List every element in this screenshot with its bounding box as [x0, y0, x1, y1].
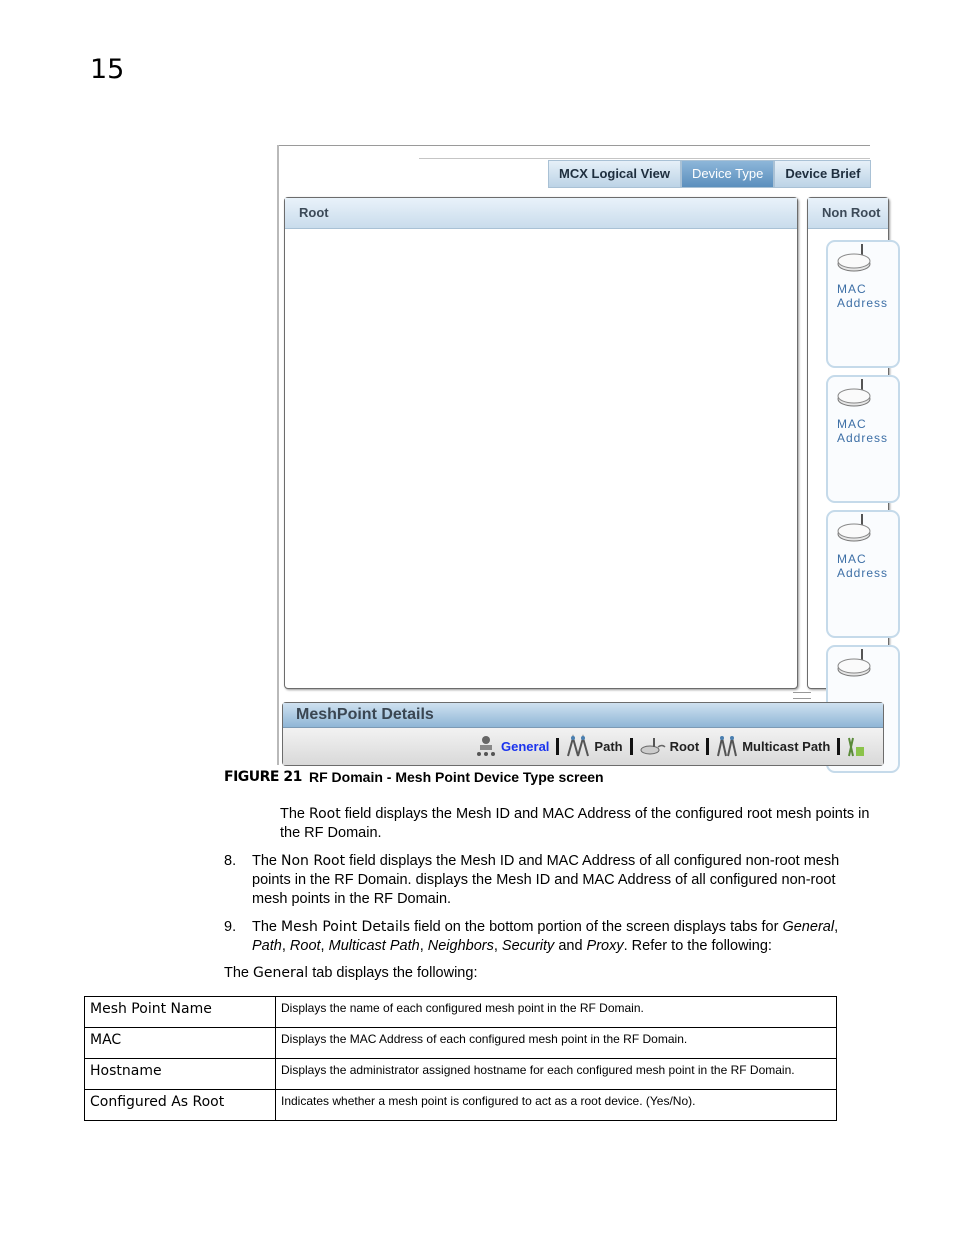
- tab-divider-line: [419, 158, 870, 159]
- table-row: [85, 997, 837, 1028]
- table-field: MAC: [85, 1028, 276, 1059]
- step-number: 8.: [224, 853, 237, 869]
- root-icon: [640, 735, 666, 757]
- table-row: [85, 1090, 837, 1121]
- tab-root[interactable]: [640, 735, 700, 757]
- table-field: Mesh Point Name: [85, 997, 276, 1028]
- text: ,: [320, 938, 329, 954]
- tab-multicast-path[interactable]: [716, 735, 830, 757]
- bold-term: Root: [309, 806, 341, 822]
- non-root-panel-title: Non Root: [808, 198, 888, 229]
- access-point-icon: [836, 377, 876, 411]
- detail-tabs: [475, 735, 869, 757]
- tab-general[interactable]: [475, 735, 549, 757]
- text: The: [224, 965, 254, 981]
- frame-border-left: [277, 145, 279, 765]
- non-root-panel: [807, 197, 889, 689]
- tab-mcx-logical-view[interactable]: MCX Logical View: [548, 160, 681, 188]
- tab-separator: [556, 738, 559, 755]
- italic-term: General: [782, 919, 835, 935]
- table-description: Displays the MAC Address of each configured mesh point in the RF Domain.: [276, 1028, 837, 1059]
- tab-path-label: Path: [594, 738, 623, 754]
- text: ,: [281, 938, 290, 954]
- text: ,: [419, 938, 428, 954]
- table-row: [85, 1028, 837, 1059]
- table-row: [85, 1059, 837, 1090]
- panel-splitter-handle[interactable]: [793, 692, 811, 699]
- general-intro: [224, 964, 477, 983]
- root-paragraph: [280, 805, 870, 843]
- tab-device-type[interactable]: Device Type: [681, 160, 774, 188]
- tab-root-label: Root: [669, 738, 700, 754]
- italic-term: Path: [252, 938, 282, 954]
- italic-term: Neighbors: [427, 938, 494, 954]
- text: The: [280, 806, 310, 822]
- tab-neighbors[interactable]: [847, 735, 869, 757]
- text: field on the bottom portion of the screen displays tabs for: [410, 919, 783, 935]
- table-field: Configured As Root: [85, 1090, 276, 1121]
- multicast-path-icon: [716, 735, 738, 757]
- text: field displays the Mesh ID and MAC Address of all configured non-root mesh points in the RF Domain. displays the Mesh ID and MAC Address of all configured non-root mesh points in the RF Domain.: [252, 853, 840, 907]
- chapter-number: 15: [90, 54, 125, 85]
- step-number: 9.: [224, 919, 237, 935]
- figure-caption: [224, 768, 604, 785]
- access-point-icon: [836, 242, 876, 276]
- tab-path[interactable]: [566, 735, 622, 757]
- tab-device-brief[interactable]: Device Brief: [774, 160, 871, 188]
- frame-border-top: [277, 145, 870, 146]
- table-field: Hostname: [85, 1059, 276, 1090]
- table-description: Indicates whether a mesh point is configured to act as a root device. (Yes/No).: [276, 1090, 837, 1121]
- general-tab-table: [84, 996, 837, 1121]
- device-card[interactable]: [826, 510, 900, 638]
- neighbors-icon: [847, 735, 865, 757]
- text: . Refer to the following:: [623, 938, 772, 954]
- device-card[interactable]: [826, 240, 900, 368]
- bold-term: Mesh Point Details: [281, 919, 411, 935]
- tab-multicast-path-label: Multicast Path: [742, 738, 831, 754]
- text: and: [554, 938, 587, 954]
- table-description: Displays the name of each configured mesh point in the RF Domain.: [276, 997, 837, 1028]
- tab-separator: [837, 738, 840, 755]
- device-mac-label: MAC Address: [837, 552, 889, 580]
- text: ,: [493, 938, 502, 954]
- root-panel-title: Root: [285, 198, 797, 229]
- bold-term: Non Root: [281, 853, 346, 869]
- device-mac-label: MAC Address: [837, 417, 889, 445]
- device-mac-label: MAC Address: [837, 282, 889, 310]
- text: ,: [834, 919, 839, 935]
- figure-screenshot: [277, 145, 889, 765]
- path-icon: [566, 735, 590, 757]
- root-panel: [284, 197, 798, 689]
- table-description: Displays the administrator assigned hostname for each configured mesh point in the RF Domain.: [276, 1059, 837, 1090]
- meshpoint-details-panel: [282, 702, 884, 766]
- bold-term: General: [253, 965, 309, 981]
- text: tab displays the following:: [308, 965, 478, 981]
- text: field displays the Mesh ID and MAC Address of the configured root mesh points in the RF Domain.: [280, 806, 870, 841]
- meshpoint-details-title: MeshPoint Details: [283, 703, 883, 728]
- access-point-icon: [836, 647, 876, 681]
- italic-term: Root: [289, 938, 321, 954]
- view-tabs: [548, 160, 871, 187]
- general-icon: [475, 735, 497, 757]
- tab-separator: [630, 738, 633, 755]
- italic-term: Proxy: [586, 938, 624, 954]
- figure-title: RF Domain - Mesh Point Device Type screen: [309, 769, 604, 785]
- text: The: [252, 919, 282, 935]
- italic-term: Security: [501, 938, 555, 954]
- italic-term: Multicast Path: [328, 938, 420, 954]
- device-card[interactable]: [826, 375, 900, 503]
- figure-number: FIGURE 21: [224, 769, 302, 785]
- tab-general-label: General: [501, 738, 550, 754]
- access-point-icon: [836, 512, 876, 546]
- text: The: [252, 853, 282, 869]
- tab-separator: [706, 738, 709, 755]
